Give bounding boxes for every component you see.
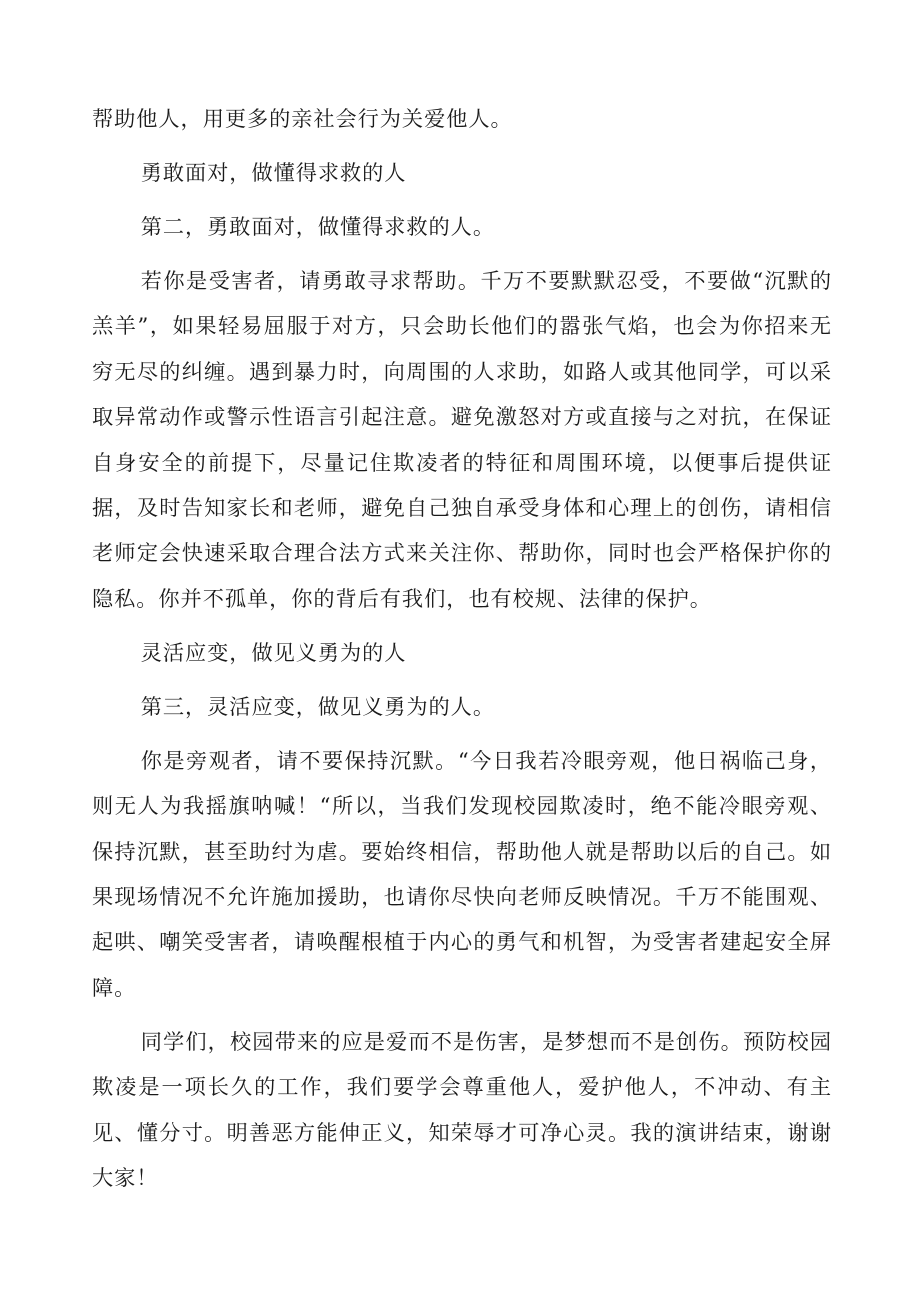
paragraph-conclusion: 同学们，校园带来的应是爱而不是伤害，是梦想而不是创伤。预防校园欺凌是一项长久的工作，我们要学会尊重他人，爱护他人，不冲动、有主见、懂分寸。明善恶方能伸正义，知荣辱才可净心灵。我的演讲结束，谢谢大家！ — [92, 1028, 832, 1191]
section-heading-brave-face: 勇敢面对，做懂得求救的人 — [140, 160, 407, 185]
paragraph-second-point: 第二，勇敢面对，做懂得求救的人。 — [140, 214, 495, 239]
paragraph-continuation: 帮助他人，用更多的亲社会行为关爱他人。 — [92, 106, 513, 131]
paragraph-third-point: 第三，灵活应变，做见义勇为的人。 — [140, 693, 495, 719]
paragraph-bystander-advice: 你是旁观者，请不要保持沉默。“今日我若冷眼旁观，他日祸临己身，则无人为我摇旗呐喊！“所以，当我们发现校园欺凌时，绝不能冷眼旁观、保持沉默，甚至助纣为虐。要始终相信，帮助他人就是帮助以后的自己。如果现场情况不允许施加援助，也请你尽快向老师反映情况。千万不能围观、起哄、嘲笑受害者，请唤醒根植于内心的勇气和机智，为受害者建起安全屏障。 — [92, 747, 832, 1000]
paragraph-victim-advice: 若你是受害者，请勇敢寻求帮助。千万不要默默忍受，不要做“沉默的羔羊”，如果轻易屈服于对方，只会助长他们的嚣张气焰，也会为你招来无穷无尽的纠缠。遇到暴力时，向周围的人求助，如路人或其他同学，可以采取异常动作或警示性语言引起注意。避免激怒对方或直接与之对抗，在保证自身安全的前提下，尽量记住欺凌者的特征和周围环境，以便事后提供证据，及时告知家长和老师，避免自己独自承受身体和心理上的创伤，请相信老师定会快速采取合理合法方式来关注你、帮助你，同时也会严格保护你的隐私。你并不孤单，你的背后有我们，也有校规、法律的保护。 — [92, 268, 832, 611]
section-heading-flexible-response: 灵活应变，做见义勇为的人 — [140, 639, 407, 665]
